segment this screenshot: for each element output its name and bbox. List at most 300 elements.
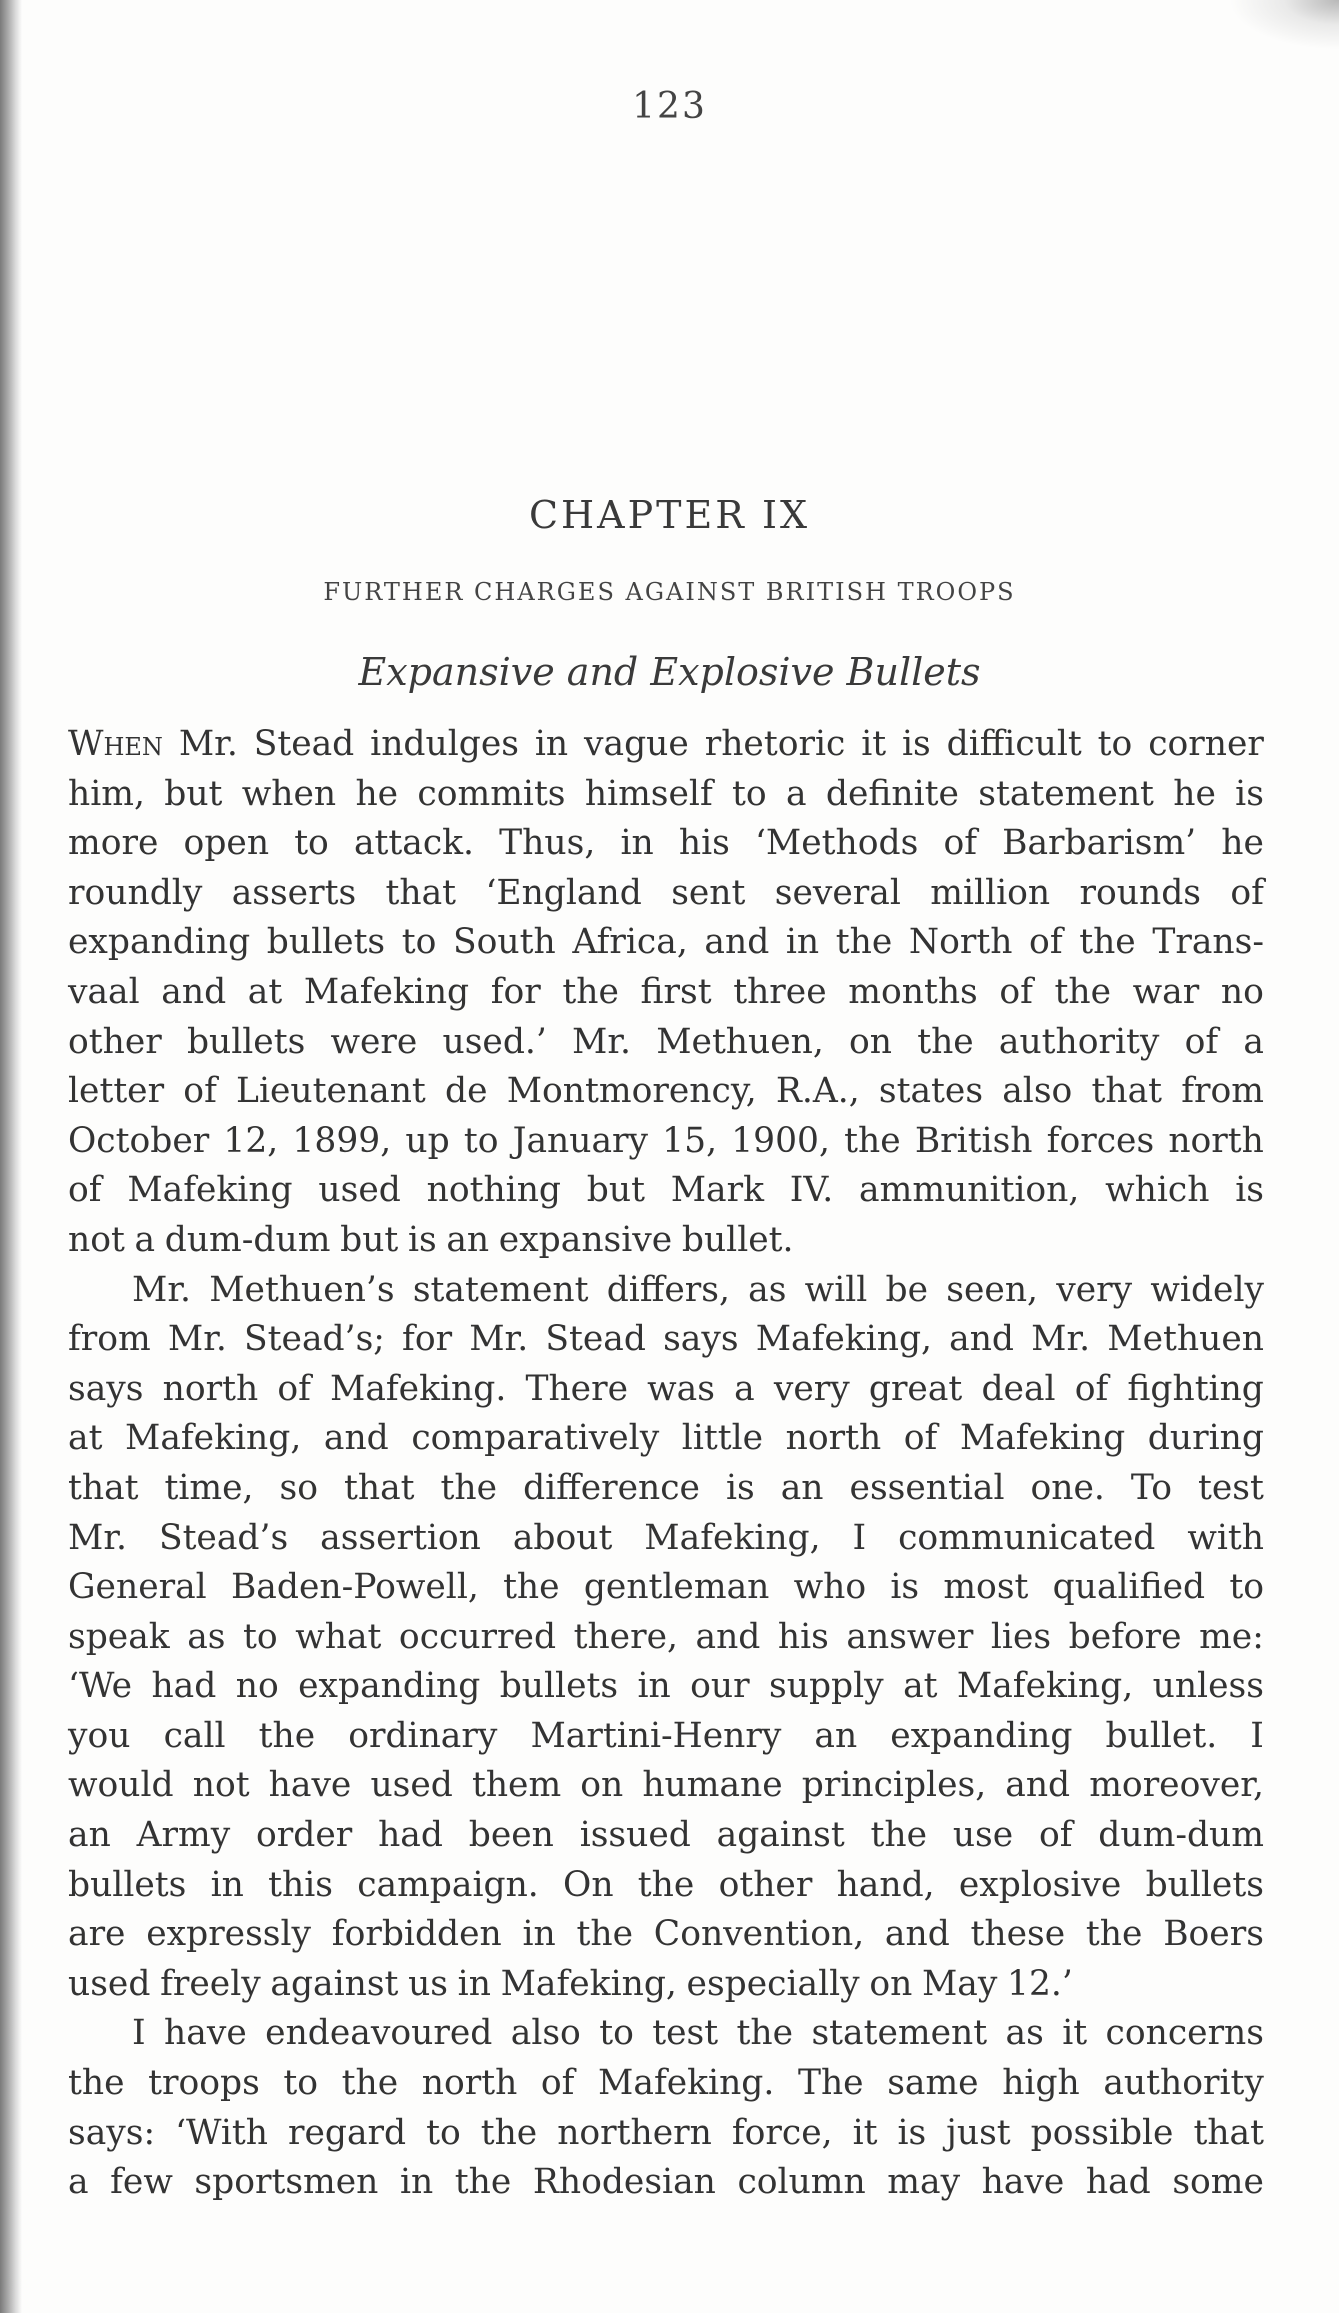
word: very <box>1056 1269 1133 1310</box>
word: about <box>512 1517 613 1558</box>
word: with <box>1187 1517 1264 1558</box>
word: statement <box>412 1269 589 1310</box>
word: troops <box>148 2063 260 2104</box>
word: differs, <box>606 1269 730 1310</box>
text-line <box>68 1811 1264 1861</box>
word: other <box>68 1021 162 1062</box>
body-text <box>68 720 1264 2208</box>
word: of <box>1184 1021 1219 1062</box>
word: gentleman <box>583 1567 770 1608</box>
word: for <box>402 1319 453 1360</box>
word: bullets <box>186 1021 306 1062</box>
word: to <box>1097 724 1133 764</box>
word: and <box>704 922 770 963</box>
word: answer <box>846 1616 974 1657</box>
word: north <box>421 2063 518 2104</box>
word: have <box>981 2162 1065 2203</box>
word: some <box>1172 2162 1264 2203</box>
section-subtitle: Expansive and Explosive Bullets <box>358 650 981 694</box>
word: that <box>344 1467 415 1508</box>
word: most <box>943 1567 1029 1608</box>
word: just <box>946 2112 1011 2153</box>
word: Mr. <box>1031 1319 1091 1360</box>
word: in <box>522 1914 556 1955</box>
word: Stead <box>253 724 355 764</box>
word: definite <box>825 773 959 814</box>
word: not <box>192 1765 250 1806</box>
word: deal <box>981 1368 1056 1409</box>
word: humane <box>642 1765 783 1806</box>
word: the <box>68 2063 125 2104</box>
word: Mafeking, <box>125 1418 302 1459</box>
word: is <box>902 724 931 764</box>
word: bullet. <box>1105 1715 1218 1756</box>
word: vague <box>584 724 689 764</box>
word: regard <box>287 2112 407 2153</box>
word: Mark <box>670 1170 765 1211</box>
word: his <box>678 823 730 864</box>
word: months <box>848 971 978 1012</box>
word: I <box>852 1517 867 1558</box>
word: the <box>844 1120 901 1161</box>
word: IV. <box>789 1170 834 1211</box>
word: you <box>68 1715 131 1756</box>
word: explosive <box>958 1864 1122 1905</box>
word: up <box>405 1120 450 1161</box>
word: the <box>1079 922 1136 963</box>
text-line <box>68 2109 1264 2159</box>
word: Methuen <box>1107 1319 1264 1360</box>
word: lies <box>990 1616 1052 1657</box>
word: high <box>1002 2063 1080 2104</box>
text-line <box>68 1563 1264 1613</box>
word: this <box>268 1864 333 1905</box>
word: campaign. <box>357 1864 539 1905</box>
word: sent <box>671 872 746 913</box>
word: Mafeking <box>959 1418 1126 1459</box>
word: statement <box>811 2013 988 2054</box>
word: is <box>897 2112 927 2153</box>
word: Mafeking, <box>956 1666 1134 1707</box>
word: in <box>620 823 654 864</box>
word: letter <box>68 1071 165 1112</box>
word: North <box>908 922 1013 963</box>
word: Mafeking, <box>644 1517 821 1558</box>
text-line <box>68 1662 1264 1712</box>
word: in <box>785 922 820 963</box>
word: authority <box>998 1021 1160 1062</box>
drop-word: When <box>68 724 163 764</box>
word: there, <box>573 1616 678 1657</box>
word: who <box>793 1567 867 1608</box>
word: use <box>952 1815 1014 1856</box>
text-line <box>68 1166 1264 1216</box>
word: of <box>943 823 977 864</box>
word: Stead’s; <box>244 1319 385 1360</box>
word: in <box>399 2162 434 2203</box>
word: widely <box>1150 1269 1264 1310</box>
word: order <box>256 1815 353 1856</box>
word: corner <box>1148 724 1264 764</box>
word: to <box>243 1616 278 1657</box>
page-binding-shadow <box>0 0 22 2313</box>
word: war <box>1132 971 1200 1012</box>
word: Stead’s <box>158 1517 289 1558</box>
word: a <box>134 1219 156 1260</box>
word: will <box>804 1269 868 1310</box>
word: an <box>68 1815 111 1856</box>
word: it <box>1062 2013 1088 2054</box>
word: Trans- <box>1152 922 1264 963</box>
word: been <box>468 1815 554 1856</box>
word: 12, <box>223 1120 279 1161</box>
text-line <box>68 1960 1264 2010</box>
word: Methuen’s <box>209 1269 395 1310</box>
text-line <box>68 720 1264 770</box>
word: but <box>164 773 223 814</box>
word: principles, <box>801 1765 987 1806</box>
word: bullets <box>68 1864 187 1905</box>
word: on <box>849 1021 893 1062</box>
word: one. <box>1030 1467 1105 1508</box>
word: unless <box>1152 1666 1264 1707</box>
word: have <box>164 2013 247 2054</box>
word: bullets <box>266 922 386 963</box>
word: Mr. <box>68 1517 127 1558</box>
word: no <box>235 1666 279 1707</box>
word: expressly <box>146 1914 312 1955</box>
word: attack. <box>353 823 475 864</box>
word: more <box>68 823 159 864</box>
word: January <box>512 1120 649 1161</box>
word: three <box>733 971 827 1012</box>
word: the <box>576 1914 634 1955</box>
word: when <box>241 773 337 814</box>
word: of <box>903 1418 938 1459</box>
word: the <box>1054 971 1112 1012</box>
word: Mr. <box>572 1021 632 1062</box>
word: 12.’ <box>1007 1963 1073 2004</box>
word: The <box>797 2063 864 2104</box>
word: the <box>637 1864 695 1905</box>
text-line <box>68 1712 1264 1762</box>
word: rounds <box>1079 872 1201 913</box>
text-line <box>68 968 1264 1018</box>
word: have <box>268 1765 352 1806</box>
word: asserts <box>231 872 357 913</box>
word: freely <box>160 1963 261 2004</box>
word: may <box>887 2162 961 2203</box>
word: test <box>1197 1467 1264 1508</box>
text-line <box>68 2009 1264 2059</box>
word: ‘Methods <box>754 823 919 864</box>
word: sportsmen <box>194 2162 379 2203</box>
word: statement <box>978 773 1154 814</box>
word: first <box>640 971 712 1012</box>
word: Boers <box>1163 1914 1264 1955</box>
word: little <box>681 1418 764 1459</box>
word: Mafeking. <box>598 2063 775 2104</box>
word: assertion <box>320 1517 481 1558</box>
word: of <box>540 2063 575 2104</box>
word: nothing <box>426 1170 562 1211</box>
word: says <box>68 1368 144 1409</box>
word: for <box>490 971 541 1012</box>
word: is <box>407 1219 437 1260</box>
word: a <box>1243 1021 1264 1062</box>
word: north <box>785 1418 882 1459</box>
text-line <box>68 1761 1264 1811</box>
word: which <box>1105 1170 1210 1211</box>
word: Rhodesian <box>532 2162 716 2203</box>
word: them <box>471 1765 562 1806</box>
word: that <box>68 1467 139 1508</box>
word: it <box>861 724 887 764</box>
word: he <box>1221 823 1264 864</box>
word: himself <box>584 773 713 814</box>
word: against <box>716 1815 845 1856</box>
page-corner-smudge <box>1229 0 1339 50</box>
text-line <box>68 1464 1264 1514</box>
word: 1900, <box>731 1120 830 1161</box>
word: To <box>1130 1467 1172 1508</box>
word: of <box>1230 872 1264 913</box>
word: indulges <box>370 724 519 764</box>
word: and <box>1005 1765 1071 1806</box>
word: an <box>814 1715 858 1756</box>
word: ammunition, <box>859 1170 1080 1211</box>
word: in <box>457 1963 491 2004</box>
word: Mr. <box>178 724 238 764</box>
word: Montmorency, <box>506 1071 757 1112</box>
word: rhetoric <box>704 724 846 764</box>
word: expanding <box>68 922 251 963</box>
text-line <box>68 1266 1264 1316</box>
word: fighting <box>1127 1368 1264 1409</box>
word: May <box>921 1963 998 2004</box>
word: expansive <box>498 1219 673 1260</box>
word: but <box>340 1219 399 1260</box>
word: but <box>586 1170 645 1211</box>
word: Army <box>136 1815 231 1856</box>
word: to <box>732 773 767 814</box>
word: at <box>68 1418 103 1459</box>
word: had <box>1085 2162 1151 2203</box>
word: of <box>999 971 1033 1012</box>
word: open <box>183 823 270 864</box>
chapter-title: CHAPTER IX <box>528 493 811 537</box>
text-line <box>68 819 1264 869</box>
word: had <box>378 1815 443 1856</box>
text-line <box>68 1067 1264 1117</box>
word: on <box>869 1963 913 2004</box>
word: dum-dum <box>164 1219 331 1260</box>
word: an <box>446 1219 490 1260</box>
word: would <box>68 1765 174 1806</box>
word: to <box>1229 1567 1264 1608</box>
word: of <box>1029 922 1063 963</box>
word: the <box>870 1815 928 1856</box>
word: authority <box>1103 2063 1264 2104</box>
word: of <box>183 1071 217 1112</box>
word: these <box>970 1914 1066 1955</box>
word: Baden-Powell, <box>230 1567 479 1608</box>
word: forbidden <box>331 1914 502 1955</box>
word: as <box>187 1616 226 1657</box>
word: the <box>440 1467 498 1508</box>
word: ordinary <box>348 1715 498 1756</box>
word: the <box>835 922 893 963</box>
word: used.’ <box>442 1021 547 1062</box>
word: There <box>525 1368 629 1409</box>
word: north <box>1168 1120 1264 1161</box>
word: at <box>903 1666 938 1707</box>
word: expanding <box>298 1666 481 1707</box>
word: million <box>930 872 1051 913</box>
word: is <box>1235 1170 1264 1211</box>
word: vaal <box>68 971 140 1012</box>
word: concerns <box>1105 2013 1264 2054</box>
word: to <box>283 2063 319 2104</box>
word: it <box>852 2112 878 2153</box>
word: especially <box>686 1963 860 2004</box>
word: Mafeking, <box>500 1963 677 2004</box>
word: he <box>355 773 399 814</box>
word: in <box>534 724 569 764</box>
word: a <box>68 2162 89 2203</box>
word: the <box>736 2013 794 2054</box>
word: is <box>890 1567 920 1608</box>
word: expanding <box>890 1715 1073 1756</box>
word: is <box>1235 773 1264 814</box>
word: and <box>884 1914 950 1955</box>
word: communicated <box>898 1517 1156 1558</box>
word: to <box>463 1120 499 1161</box>
word: Convention, <box>653 1914 865 1955</box>
word: to <box>294 823 329 864</box>
text-line <box>68 1514 1264 1564</box>
word: used <box>370 1765 453 1806</box>
word: General <box>68 1567 207 1608</box>
word: issued <box>579 1815 691 1856</box>
word: call <box>163 1715 226 1756</box>
word: Martini-Henry <box>530 1715 782 1756</box>
word: ‘England <box>485 872 642 913</box>
word: used <box>68 1963 151 2004</box>
word: Africa, <box>572 922 688 963</box>
word: the <box>503 1567 560 1608</box>
word: Mafeking <box>303 971 470 1012</box>
text-line <box>68 1216 1264 1266</box>
text-line <box>68 918 1264 968</box>
word: of <box>1038 1815 1073 1856</box>
word: time, <box>164 1467 254 1508</box>
word: to <box>426 2112 461 2153</box>
word: few <box>110 2162 173 2203</box>
page-number: 123 <box>632 86 707 127</box>
word: the <box>562 971 619 1012</box>
word: north <box>162 1368 259 1409</box>
word: he <box>1173 773 1216 814</box>
word: to <box>599 2013 634 2054</box>
word: the <box>1085 1914 1143 1955</box>
word: possible <box>1030 2112 1174 2153</box>
word: were <box>330 1021 418 1062</box>
word: Lieutenant <box>236 1071 426 1112</box>
word: speak <box>68 1616 170 1657</box>
word: British <box>914 1120 1033 1161</box>
word: October <box>68 1120 210 1161</box>
word: of <box>277 1368 311 1409</box>
word: what <box>295 1616 382 1657</box>
word: so <box>279 1467 319 1508</box>
word: during <box>1147 1418 1264 1459</box>
word: also <box>1002 1071 1073 1112</box>
word: Methuen, <box>656 1021 824 1062</box>
word: force, <box>731 2112 833 2153</box>
word: commits <box>417 773 566 814</box>
text-line <box>68 1117 1264 1167</box>
word: roundly <box>68 872 203 913</box>
word: Mr. <box>469 1319 529 1360</box>
word: dum-dum <box>1098 1815 1264 1856</box>
text-line <box>68 1365 1264 1415</box>
word: seen, <box>946 1269 1039 1310</box>
word: the <box>480 2112 538 2153</box>
word: great <box>868 1368 963 1409</box>
word: had <box>151 1666 217 1707</box>
word: and <box>949 1319 1015 1360</box>
text-line <box>68 1315 1264 1365</box>
word: difficult <box>946 724 1082 764</box>
word: in <box>210 1864 244 1905</box>
word: the <box>454 2162 512 2203</box>
word: a <box>786 773 807 814</box>
word: essential <box>849 1467 1005 1508</box>
word: other <box>718 1864 813 1905</box>
word: 15, <box>662 1120 718 1161</box>
word: be <box>885 1269 929 1310</box>
text-line <box>68 2059 1264 2109</box>
word: forces <box>1046 1120 1155 1161</box>
word: column <box>737 2162 866 2203</box>
word: difference <box>523 1467 700 1508</box>
word: ‘With <box>175 2112 269 2153</box>
word: as <box>748 1269 787 1310</box>
word: very <box>773 1368 850 1409</box>
word: not <box>68 1219 125 1260</box>
text-line <box>68 1018 1264 1068</box>
word: me: <box>1199 1616 1264 1657</box>
word: is <box>725 1467 755 1508</box>
word: as <box>1005 2013 1044 2054</box>
word: Mr. <box>132 1269 191 1310</box>
word: to <box>401 922 437 963</box>
text-line <box>68 1613 1264 1663</box>
word: Mafeking <box>127 1170 293 1211</box>
word: bullets <box>499 1666 619 1707</box>
word: Barbarism’ <box>1002 823 1197 864</box>
word: used <box>318 1170 401 1211</box>
word: R.A., <box>775 1071 860 1112</box>
word: moreover, <box>1089 1765 1264 1806</box>
word: of <box>1074 1368 1109 1409</box>
text-line <box>68 1414 1264 1464</box>
word: no <box>1220 971 1264 1012</box>
word: and <box>323 1418 389 1459</box>
word: qualified <box>1052 1567 1206 1608</box>
word: on <box>580 1765 624 1806</box>
